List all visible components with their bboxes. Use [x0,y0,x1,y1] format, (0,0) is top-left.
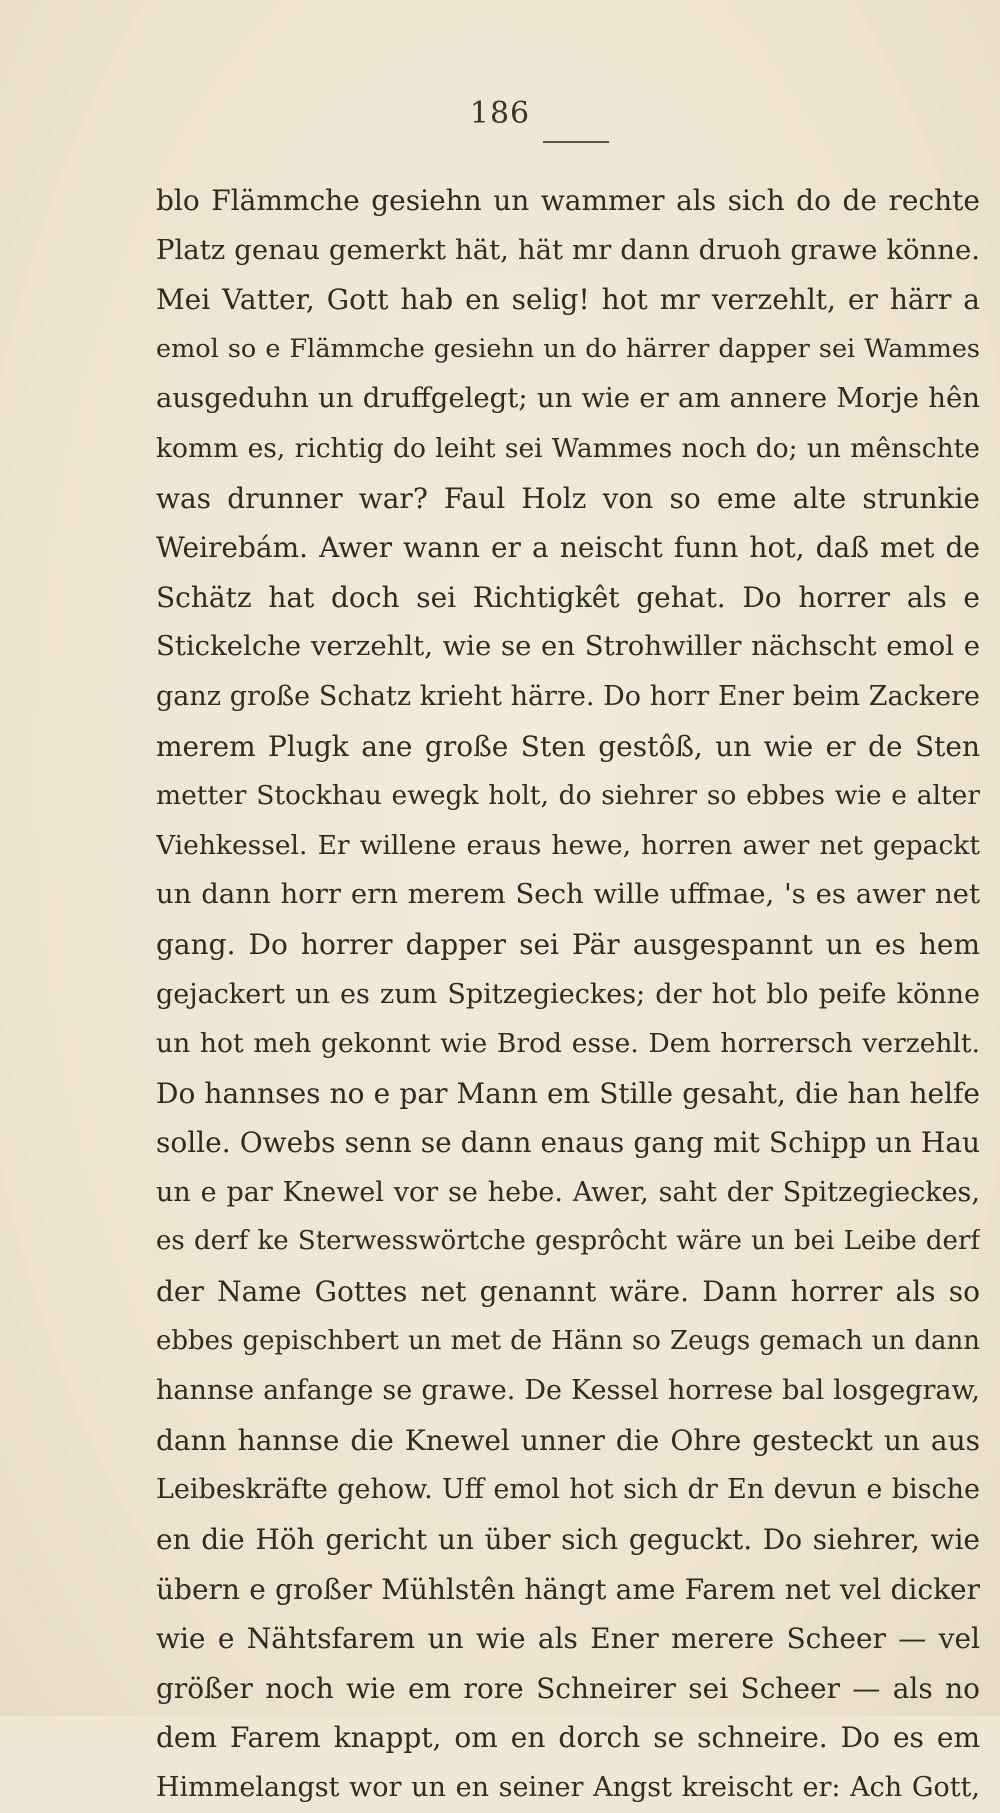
text-line: hannse anfange se grawe. De Kessel horrese bal losgegraw, [156,1375,980,1407]
text-line: emol so e Flämmche gesiehn un do härrer dapper sei Wammes [156,333,980,364]
text-line: ganz große Schatz krieht härre. Do horr Ener beim Zackere [156,680,980,712]
text-line: gejackert un es zum Spitzegieckes; der hot blo peife könne [156,978,980,1010]
text-line: metter Stockhau ewegk holt, do siehrer so ebbes wie e alter [156,780,980,812]
text-line: Himmelangst wor un en seiner Angst kreischt er: Ach Gott, [156,1772,980,1803]
text-line: Schätz hat doch sei Richtigkêt gehat. Do horrer als e [156,580,980,614]
text-line: Platz genau gemerkt hät, hät mr dann druoh grawe könne. [156,233,980,266]
text-line: blo Flämmche gesiehn un wammer als sich do de rechte [156,184,980,217]
text-line: Viehkessel. Er willene eraus hewe, horren awer net gepackt [156,829,980,861]
text-line: übern e großer Mühlstên hängt ame Farem net vel dicker [156,1572,980,1606]
page-number: 186 [469,96,531,131]
text-body [156,176,980,1813]
text-line: dem Farem knappt, om en dorch se schneire. Do es em [156,1721,980,1755]
text-line: Stickelche verzehlt, wie se en Strohwiller nächscht emol e [156,630,980,663]
text-line: dann hannse die Knewel unner die Ohre gesteckt un aus [156,1423,980,1457]
text-line: gang. Do horrer dapper sei Pär ausgespannt un es hem [156,927,980,961]
text-line: Do hannses no e par Mann em Stille gesaht, die han helfe [156,1076,980,1110]
text-line: ausgeduhn un druffgelegt; un wie er am annere Morje hên [156,382,980,415]
text-line: Leibeskräfte gehow. Uff emol hot sich dr En devun e bische [156,1474,980,1506]
text-line: un e par Knewel vor se hebe. Awer, saht der Spitzegieckes, [156,1176,980,1208]
text-line: es derf ke Sterwesswörtche gesprôcht wäre un bei Leibe derf [156,1226,980,1257]
text-line: wie e Nähtsfarem un wie als Ener merere Scheer — vel [156,1622,980,1656]
text-line: der Name Gottes net genannt wäre. Dann horrer als so [156,1275,980,1309]
text-line: Mei Vatter, Gott hab en selig! hot mr verzehlt, er härr a [156,283,980,317]
text-line: un hot meh gekonnt wie Brod esse. Dem horrersch verzehlt. [156,1028,980,1060]
text-line: ebbes gepischbert un met de Hänn so Zeugs gemach un dann [156,1325,980,1356]
header-rule [543,141,609,143]
text-line: Weirebám. Awer wann er a neischt funn hot, daß met de [156,531,980,565]
text-line: komm es, richtig do leiht sei Wammes noch do; un mênschte [156,432,980,464]
text-line: größer noch wie em rore Schneirer sei Scheer — als no [156,1671,980,1705]
text-line: merem Plugk ane große Sten gestôß, un wie er de Sten [156,729,980,763]
text-line: un dann horr ern merem Sech wille uffmae, 's es awer net [156,878,980,911]
text-line: was drunner war? Faul Holz von so eme alte strunkie [156,481,980,515]
text-line: en die Höh gericht un über sich geguckt. Do siehrer, wie [156,1523,980,1557]
text-line: solle. Owebs senn se dann enaus gang mit Schipp un Hau [156,1126,980,1160]
